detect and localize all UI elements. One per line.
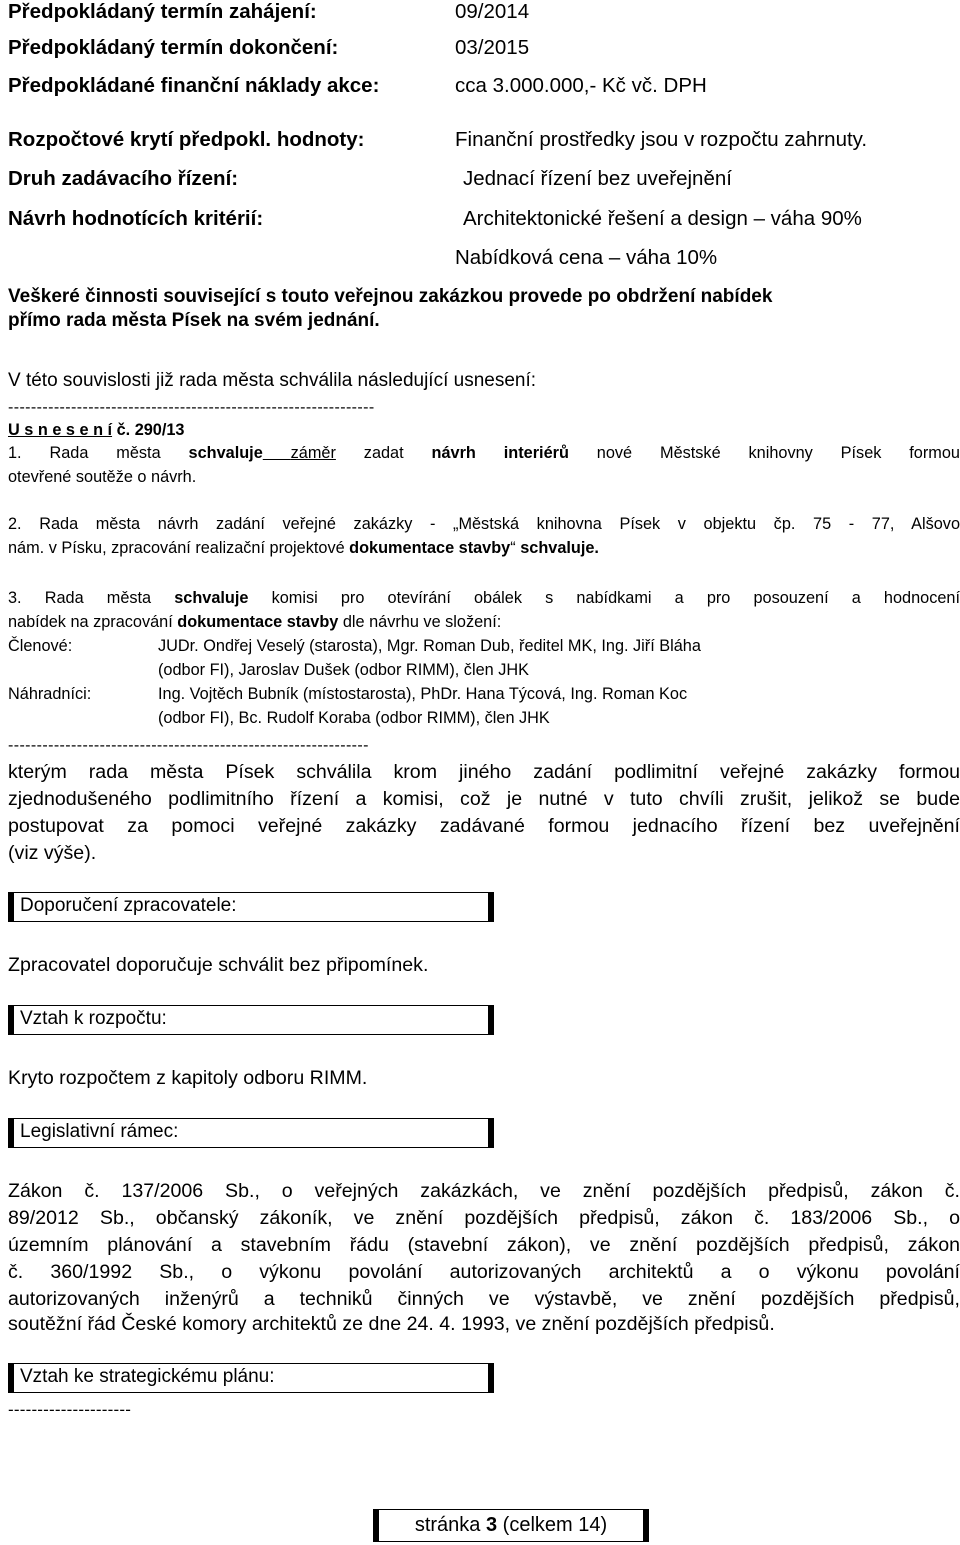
budget-coverage-value: Finanční prostředky jsou v rozpočtu zahrnuty. <box>455 128 868 151</box>
recommendation-title-box <box>8 892 494 922</box>
budget-coverage-label: Rozpočtové krytí předpokl. hodnoty: <box>8 128 365 151</box>
legal-title-box <box>8 1118 494 1148</box>
intro-bold-line-2: přímo rada města Písek na svém jednání. <box>8 310 380 331</box>
p3-text-2a: nabídek na zpracování <box>8 613 178 631</box>
cost-value: cca 3.000.000,- Kč vč. DPH <box>455 74 707 97</box>
p1-text-g: nové Městské knihovny Písek formou <box>568 444 960 462</box>
members-line-1: JUDr. Ondřej Veselý (starosta), Mgr. Roman Dub, ředitel MK, Ing. Jiří Bláha <box>158 637 701 655</box>
resolution-title-number: č. 290/13 <box>112 421 185 439</box>
p2-documentation: dokumentace stavby <box>349 539 511 557</box>
budget-text: Kryto rozpočtem z kapitoly odboru RIMM. <box>8 1067 368 1089</box>
resolution-p1-line2: otevřené soutěže o návrh. <box>8 468 197 486</box>
context-line: V této souvislosti již rada města schválila následující usnesení: <box>8 370 537 391</box>
end-date-label: Předpokládaný termín dokončení: <box>8 36 339 59</box>
budget-title: Vztah k rozpočtu: <box>20 1008 167 1029</box>
separator-top: ---------------------------------------------------------------- <box>8 399 375 416</box>
resolution-p2-line1: 2. Rada města návrh zadání veřejné zakázky - „Městská knihovna Písek v objektu čp. 75 - 77, Alšovo <box>8 515 960 533</box>
budget-title-box <box>8 1005 494 1035</box>
substitutes-label: Náhradníci: <box>8 685 92 703</box>
after-line-2: zjednodušeného podlimitního řízení a komisi, což je nutné v tuto chvíli zrušit, jelikož se bude <box>8 788 960 810</box>
after-line-1: kterým rada města Písek schválila krom jiného zadání podlimitní veřejné zakázky formou <box>8 761 960 783</box>
criteria-value-2: Nabídková cena – váha 10% <box>455 246 718 269</box>
legal-line-2: 89/2012 Sb., občanský zákoník, ve znění pozdějších předpisů, zákon č. 183/2006 Sb., o <box>8 1207 960 1229</box>
p3-text-a: 3. Rada města <box>8 589 175 607</box>
resolution-p2-line2 <box>8 536 599 560</box>
p3-documentation: dokumentace stavby <box>177 613 339 631</box>
page-number: 3 <box>486 1514 498 1536</box>
p1-text-a: 1. Rada města <box>8 444 189 462</box>
resolution-p1-line1 <box>8 441 960 465</box>
legal-line-6: soutěžní řád České komory architektů ze dne 24. 4. 1993, ve znění pozdějších předpisů. <box>8 1313 775 1335</box>
resolution-title-prefix: U s n e s e n í <box>8 421 113 439</box>
p1-space <box>263 444 291 462</box>
page-number-box <box>373 1509 649 1542</box>
intro-bold-line-1: Veškeré činnosti související s touto veřejnou zakázkou provede po obdržení nabídek <box>8 286 773 307</box>
legal-line-3: územním plánování a stavebním řádu (stavební zákon), ve znění pozdějších předpisů, zákon <box>8 1234 960 1256</box>
start-date-value: 09/2014 <box>455 0 530 23</box>
page-suffix: (celkem 14) <box>497 1514 608 1536</box>
p1-intent: záměr <box>290 444 336 462</box>
recommendation-text: Zpracovatel doporučuje schválit bez připomínek. <box>8 954 429 976</box>
p1-text-e: zadat <box>335 444 432 462</box>
resolution-p3-line1 <box>8 586 960 610</box>
page-prefix: stránka <box>414 1514 486 1536</box>
criteria-value-1: Architektonické řešení a design – váha 90% <box>463 207 862 230</box>
procedure-label: Druh zadávacího řízení: <box>8 167 239 190</box>
members-label: Členové: <box>8 637 73 655</box>
legal-line-4: č. 360/1992 Sb., o výkonu povolání autorizovaných architektů a o výkonu povolání <box>8 1261 960 1283</box>
strategic-text: --------------------- <box>8 1400 132 1419</box>
strategic-title: Vztah ke strategickému plánu: <box>20 1366 275 1387</box>
cost-label: Předpokládané finanční náklady akce: <box>8 74 380 97</box>
p3-text-c: komisi pro otevírání obálek s nabídkami a pro posouzení a hodnocení <box>248 589 960 607</box>
p2-approves: schvaluje. <box>520 539 599 557</box>
end-date-value: 03/2015 <box>455 36 530 59</box>
legal-line-1: Zákon č. 137/2006 Sb., o veřejných zakázkách, ve znění pozdějších předpisů, zákon č. <box>8 1180 960 1202</box>
legal-title: Legislativní rámec: <box>20 1121 179 1142</box>
substitutes-line-1: Ing. Vojtěch Bubník (místostarosta), PhDr. Hana Týcová, Ing. Roman Koc <box>158 685 688 703</box>
p2-quote: “ <box>510 539 521 557</box>
p1-approves: schvaluje <box>188 444 263 462</box>
p3-approves: schvaluje <box>174 589 249 607</box>
start-date-label: Předpokládaný termín zahájení: <box>8 0 317 23</box>
procedure-value: Jednací řízení bez uveřejnění <box>463 167 732 190</box>
criteria-label: Návrh hodnotících kritérií: <box>8 207 264 230</box>
separator-bottom: --------------------------------------------------------------- <box>8 737 369 754</box>
substitutes-line-2: (odbor FI), Bc. Rudolf Koraba (odbor RIMM), člen JHK <box>158 709 550 727</box>
after-line-3: postupovat za pomoci veřejné zakázky zadávané formou jednacího řízení bez uveřejnění <box>8 815 960 837</box>
members-line-2: (odbor FI), Jaroslav Dušek (odbor RIMM), člen JHK <box>158 661 529 679</box>
p2-text-a: nám. v Písku, zpracování realizační projektové <box>8 539 350 557</box>
strategic-title-box <box>8 1363 494 1393</box>
p3-text-2c: dle návrhu ve složení: <box>338 613 502 631</box>
resolution-p3-line2 <box>8 610 501 634</box>
resolution-title <box>8 418 185 442</box>
p1-interior-design: návrh interiérů <box>431 444 569 462</box>
after-line-4: (viz výše). <box>8 842 97 864</box>
recommendation-title: Doporučení zpracovatele: <box>20 895 237 916</box>
legal-line-5: autorizovaných inženýrů a techniků činných ve výstavbě, ve znění pozdějších předpisů, <box>8 1288 960 1310</box>
